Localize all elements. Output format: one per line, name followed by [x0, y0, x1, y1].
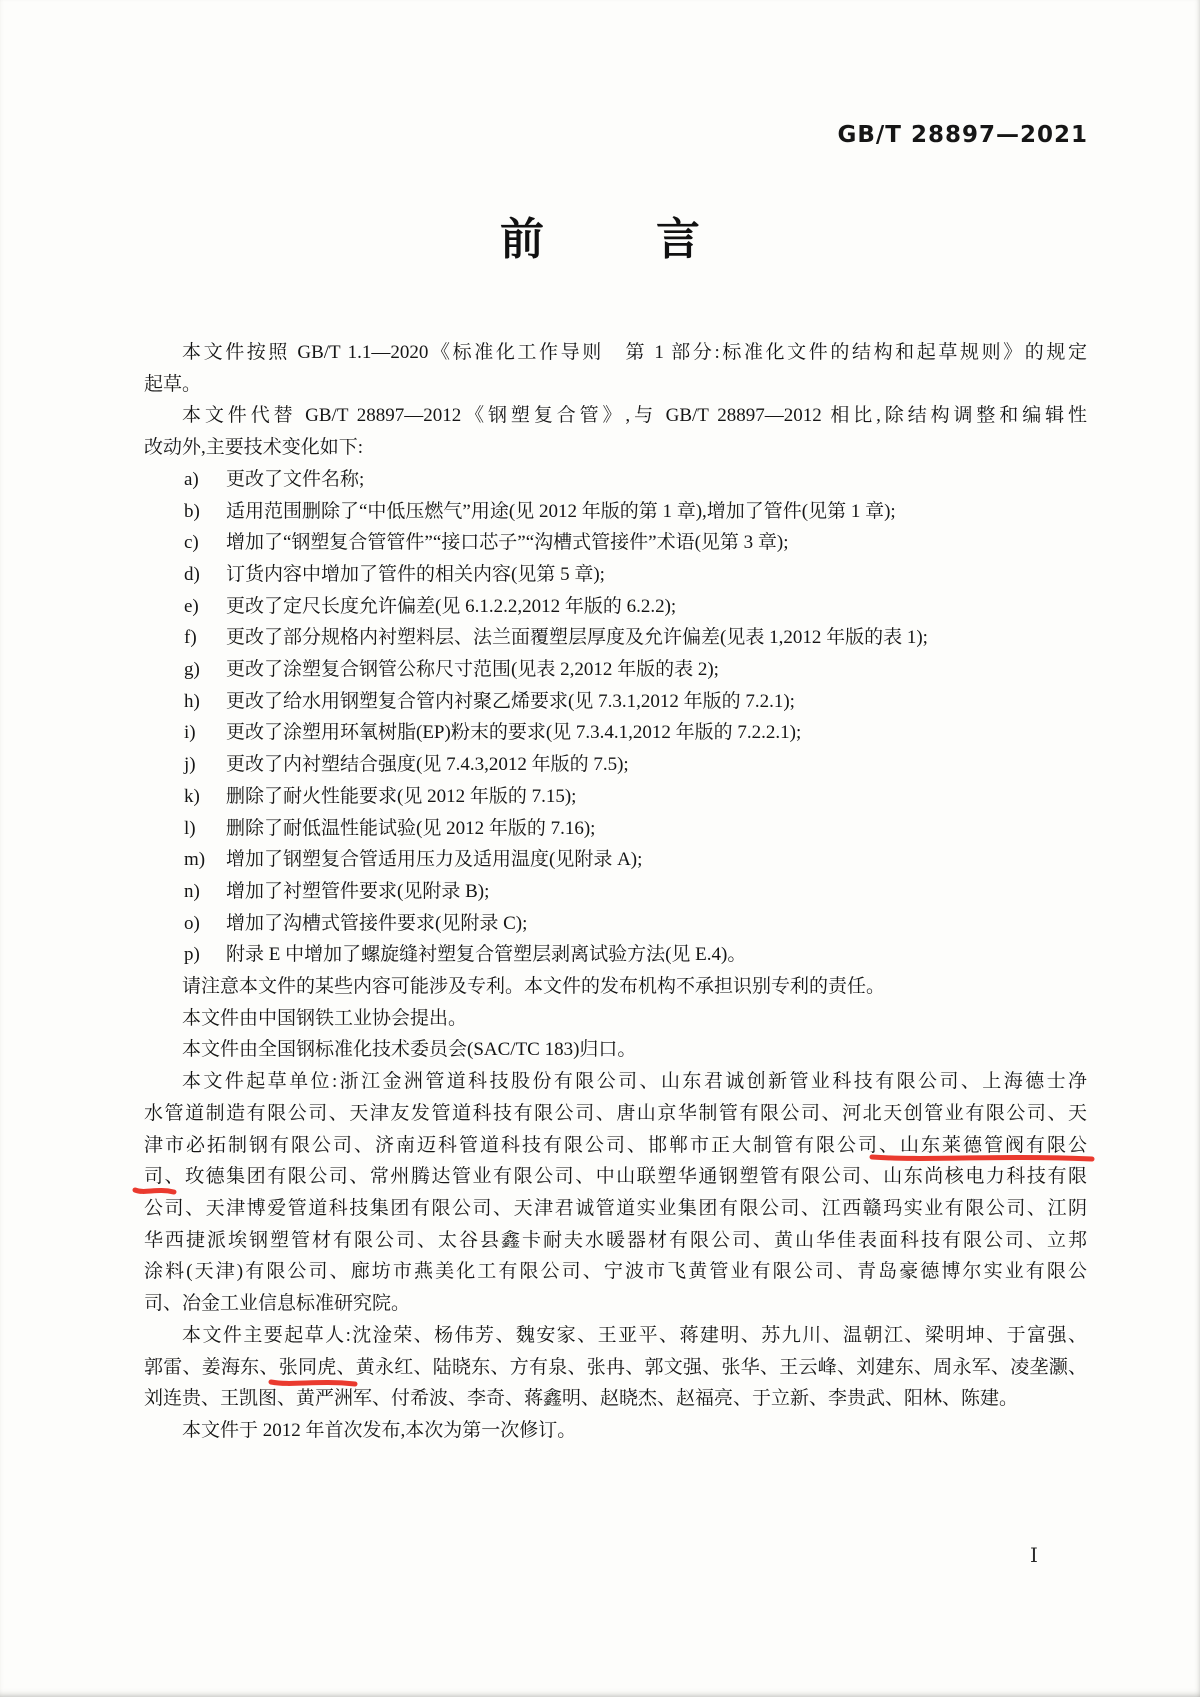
change-item-letter: c) [184, 532, 199, 554]
title-char-1: 前 [500, 214, 544, 265]
change-item-letter: f) [184, 627, 197, 649]
change-item [184, 496, 1087, 528]
text-line: 改动外,主要技术变化如下: [144, 437, 364, 459]
drafters-paragraph [144, 1320, 1087, 1415]
text-line: 公司、天津博爱管道科技集团有限公司、天津君诚管道实业集团有限公司、江西赣玛实业有限公司、江阴 [144, 1197, 1087, 1219]
change-item-text: 删除了耐火性能要求(见 2012 年版的 7.15); [226, 785, 577, 807]
change-item [184, 686, 1087, 718]
change-item [184, 749, 1087, 781]
change-item-letter: n) [184, 880, 200, 902]
change-item-letter: m) [184, 849, 206, 871]
change-item-letter: k) [184, 785, 200, 807]
change-item-text: 更改了涂塑复合钢管公称尺寸范围(见表 2,2012 年版的表 2); [226, 659, 719, 681]
change-item [184, 781, 1087, 813]
change-item [184, 939, 1087, 971]
change-item-text: 增加了衬塑管件要求(见附录 B); [226, 880, 490, 902]
change-item-letter: i) [184, 722, 196, 744]
change-item-text: 更改了定尺长度允许偏差(见 6.1.2.2,2012 年版的 6.2.2); [226, 595, 677, 617]
change-item-letter: j) [184, 754, 196, 776]
paragraph-drafting-basis [144, 337, 1087, 400]
change-item-letter: p) [184, 944, 200, 966]
page-number: Ⅰ [1030, 1545, 1038, 1567]
change-item-letter: b) [184, 500, 200, 522]
change-item [184, 622, 1087, 654]
technical-changes-list [144, 464, 1087, 971]
change-item-text: 增加了沟槽式管接件要求(见附录 C); [226, 912, 528, 934]
text-line: 本文件主要起草人:沈淦荣、杨伟芳、魏安家、王亚平、蒋建明、苏九川、温朝江、梁明坤、于富强、 [182, 1324, 1087, 1346]
change-item [184, 876, 1087, 908]
page-title [0, 216, 1200, 264]
change-item-text: 删除了耐低温性能试验(见 2012 年版的 7.16); [226, 817, 596, 839]
change-item-text: 更改了文件名称; [226, 468, 365, 490]
proposed-by-line: 本文件由中国钢铁工业协会提出。 [182, 1007, 468, 1029]
centralized-by-line: 本文件由全国钢标准化技术委员会(SAC/TC 183)归口。 [182, 1039, 637, 1061]
change-item-text: 更改了内衬塑结合强度(见 7.4.3,2012 年版的 7.5); [226, 754, 629, 776]
change-item-text: 更改了部分规格内衬塑料层、法兰面覆塑层厚度及允许偏差(见表 1,2012 年版的表 1); [226, 627, 928, 649]
change-item [184, 908, 1087, 940]
change-item-text: 附录 E 中增加了螺旋缝衬塑复合管塑层剥离试验方法(见 E.4)。 [226, 944, 747, 966]
change-item-letter: o) [184, 912, 200, 934]
change-item-text: 增加了“钢塑复合管管件”“接口芯子”“沟槽式管接件”术语(见第 3 章); [226, 532, 789, 554]
change-item [184, 844, 1087, 876]
change-item [184, 591, 1087, 623]
closing-line: 本文件于 2012 年首次发布,本次为第一次修订。 [182, 1419, 577, 1441]
change-item-text: 更改了给水用钢塑复合管内衬聚乙烯要求(见 7.3.1,2012 年版的 7.2.1); [226, 690, 795, 712]
change-item [184, 717, 1087, 749]
drafting-units-paragraph [144, 1066, 1087, 1320]
text-line: 司、冶金工业信息标准研究院。 [144, 1293, 411, 1315]
change-item [184, 527, 1087, 559]
text-line: 司、玫德集团有限公司、常州腾达管业有限公司、中山联塑华通钢塑管有限公司、山东尚核电力科技有限 [144, 1166, 1087, 1188]
text-line: 水管道制造有限公司、天津友发管道科技有限公司、唐山京华制管有限公司、河北天创管业有限公司、天 [144, 1102, 1087, 1124]
paragraph-replacement [144, 400, 1087, 463]
change-item-text: 增加了钢塑复合管适用压力及适用温度(见附录 A); [226, 849, 643, 871]
change-item [184, 813, 1087, 845]
change-item-letter: e) [184, 595, 199, 617]
text-line: 本文件起草单位:浙江金洲管道科技股份有限公司、山东君诚创新管业科技有限公司、上海德士净 [182, 1071, 1087, 1093]
text-line: 津市必拓制钢有限公司、济南迈科管道科技有限公司、邯郸市正大制管有限公司、山东莱德管阀有限公 [144, 1134, 1087, 1156]
change-item-letter: d) [184, 563, 200, 585]
text-line: 华西捷派埃钢塑管材有限公司、太谷县鑫卡耐夫水暖器材有限公司、黄山华佳表面科技有限公司、立邦 [144, 1229, 1087, 1251]
text-line: 涂料(天津)有限公司、廊坊市燕美化工有限公司、宁波市飞黄管业有限公司、青岛豪德博尔实业有限公 [144, 1261, 1087, 1283]
foreword-body [144, 337, 1087, 1447]
change-item-letter: h) [184, 690, 200, 712]
standard-code: GB/T 28897—2021 [837, 122, 1088, 148]
text-line: 起草。 [144, 373, 202, 395]
change-item-text: 适用范围删除了“中低压燃气”用途(见 2012 年版的第 1 章),增加了管件(见第 1 章); [226, 500, 896, 522]
text-line: 本文件按照 GB/T 1.1—2020《标准化工作导则 第 1 部分:标准化文件的结构和起草规则》的规定 [182, 342, 1087, 363]
text-line: 本文件代替 GB/T 28897—2012《钢塑复合管》,与 GB/T 28897—2012 相比,除结构调整和编辑性 [182, 405, 1087, 427]
text-line: 刘连贵、王凯图、黄严洲军、付希波、李奇、蒋鑫明、赵晓杰、赵福亮、于立新、李贵武、阳林、陈建。 [144, 1388, 1019, 1410]
text-line: 郭雷、姜海东、张同虎、黄永红、陆晓东、方有泉、张冉、郭文强、张华、王云峰、刘建东、周永军、凌垄灏、 [144, 1356, 1087, 1378]
patent-note: 请注意本文件的某些内容可能涉及专利。本文件的发布机构不承担识别专利的责任。 [182, 976, 886, 998]
title-char-2: 言 [656, 214, 700, 265]
change-item-text: 更改了涂塑用环氧树脂(EP)粉末的要求(见 7.3.4.1,2012 年版的 7.2.2.1); [226, 722, 802, 744]
change-item [184, 464, 1087, 496]
change-item-letter: g) [184, 659, 200, 681]
change-item-letter: l) [184, 817, 196, 839]
change-item-letter: a) [184, 468, 199, 490]
change-item-text: 订货内容中增加了管件的相关内容(见第 5 章); [226, 563, 605, 585]
change-item [184, 654, 1087, 686]
change-item [184, 559, 1087, 591]
